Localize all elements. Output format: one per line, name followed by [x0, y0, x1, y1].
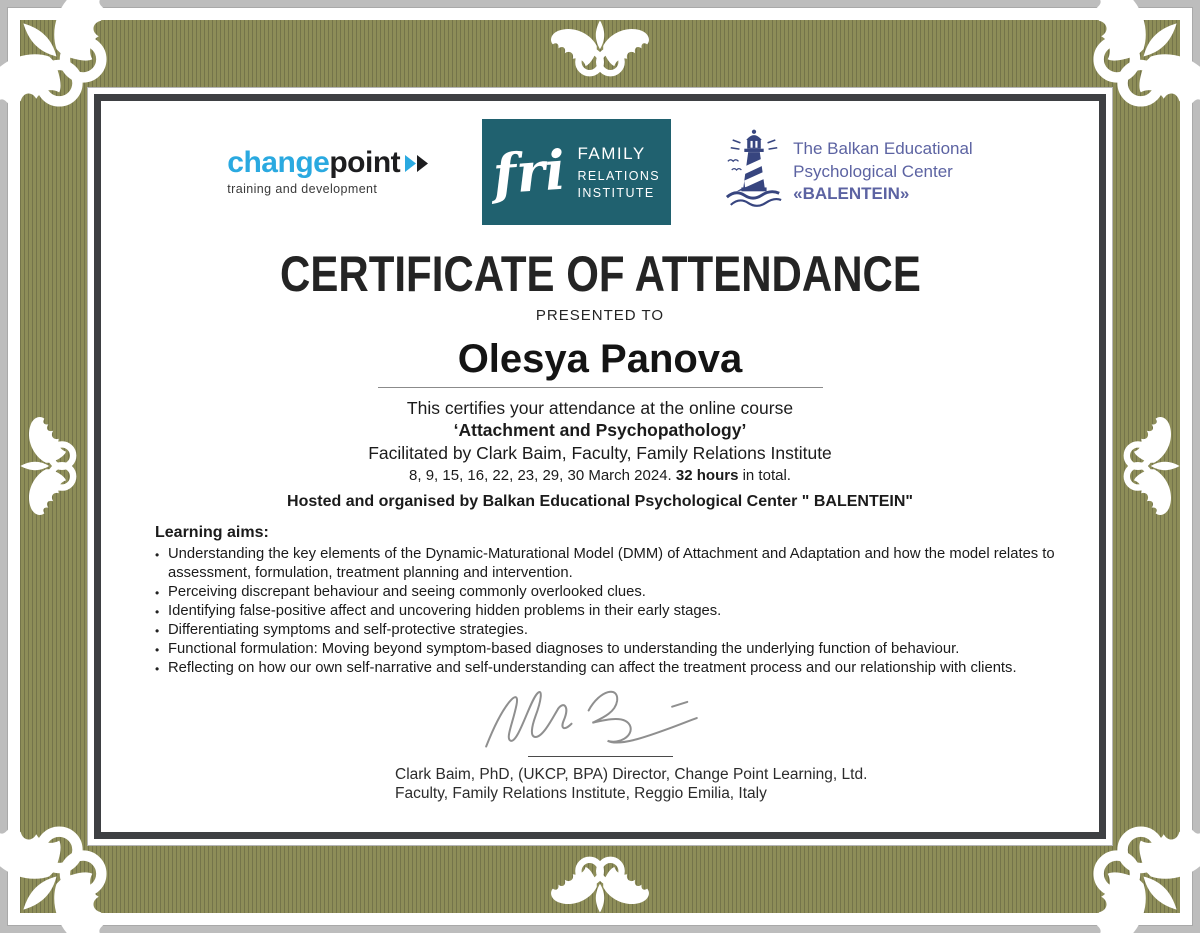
course-name: ‘Attachment and Psychopathology’	[453, 420, 747, 441]
learning-aim-item: • Reflecting on how our own self-narrative and self-understanding can affect the treatment process and our relationship with clients.	[155, 659, 1069, 678]
recipient-name-underline	[378, 387, 823, 388]
balentein-line3: «BALENTEIN»	[793, 184, 910, 204]
changepoint-word-change: change	[227, 146, 330, 179]
balentein-line2: Psychological Center	[793, 161, 953, 181]
hours-total: 32 hours	[675, 467, 739, 485]
fri-line-institute: INSTITUTE	[577, 186, 655, 200]
lighthouse-icon	[723, 127, 785, 218]
signature-line	[528, 756, 673, 757]
learning-aim-item: • Perceiving discrepant behaviour and seeing commonly overlooked clues.	[155, 583, 1069, 602]
facilitator-line: Facilitated by Clark Baim, Faculty, Family Relations Institute	[368, 442, 832, 463]
changepoint-wordmark	[227, 148, 430, 178]
signatory-credentials	[395, 766, 1099, 804]
fri-line-relations: RELATIONS	[577, 169, 660, 183]
fri-monogram: fri	[491, 137, 568, 207]
learning-aim-item: • Functional formulation: Moving beyond symptom-based diagnoses to understanding the underlying function of behaviour.	[155, 640, 1069, 659]
balentein-line1: The Balkan Educational	[793, 138, 973, 158]
learning-aim-item: • Differentiating symptoms and self-protective strategies.	[155, 621, 1069, 640]
fri-line-family: FAMILY	[577, 144, 646, 163]
dates-prefix: 8, 9, 15, 16, 22, 23, 29, 30 March 2024.	[409, 467, 676, 485]
certificate-content	[101, 101, 1099, 832]
course-dates	[101, 466, 1099, 485]
learning-aims-heading: Learning aims:	[155, 523, 269, 541]
changepoint-word-point: point	[329, 146, 401, 179]
changepoint-tagline: training and development	[227, 182, 378, 196]
family-relations-institute-logo	[482, 119, 671, 225]
learning-aim-item: • Identifying false-positive affect and uncovering hidden problems in their early stages.	[155, 602, 1069, 621]
hosted-line: Hosted and organised by Balkan Educational Psychological Center " BALENTEIN"	[287, 493, 913, 511]
balentein-logo	[723, 127, 973, 218]
learning-aims-section	[155, 524, 1069, 678]
presented-to-label: PRESENTED TO	[535, 307, 665, 324]
signatory-affiliation-line: Faculty, Family Relations Institute, Reggio Emilia, Italy	[395, 784, 767, 802]
recipient-name: Olesya Panova	[457, 337, 743, 381]
fast-forward-arrow-icon	[405, 148, 430, 178]
learning-aims-list	[155, 545, 1069, 678]
logos-row	[101, 119, 1099, 225]
fri-logo-text	[577, 144, 660, 200]
signatory-name-line: Clark Baim, PhD, (UKCP, BPA) Director, Change Point Learning, Ltd.	[395, 765, 868, 783]
learning-aim-item: • Understanding the key elements of the Dynamic-Maturational Model (DMM) of Attachment and Adaptation and how the model relates to assessment, formulation, treatment planning and intervention.	[155, 545, 1069, 583]
balentein-logo-text	[793, 138, 973, 207]
course-details	[101, 397, 1099, 513]
dates-suffix: in total.	[738, 467, 791, 485]
changepoint-logo	[227, 148, 430, 196]
signature-image	[470, 682, 730, 756]
certificate-title: CERTIFICATE OF ATTENDANCE	[279, 246, 921, 302]
certifies-line: This certifies your attendance at the online course	[406, 398, 794, 418]
